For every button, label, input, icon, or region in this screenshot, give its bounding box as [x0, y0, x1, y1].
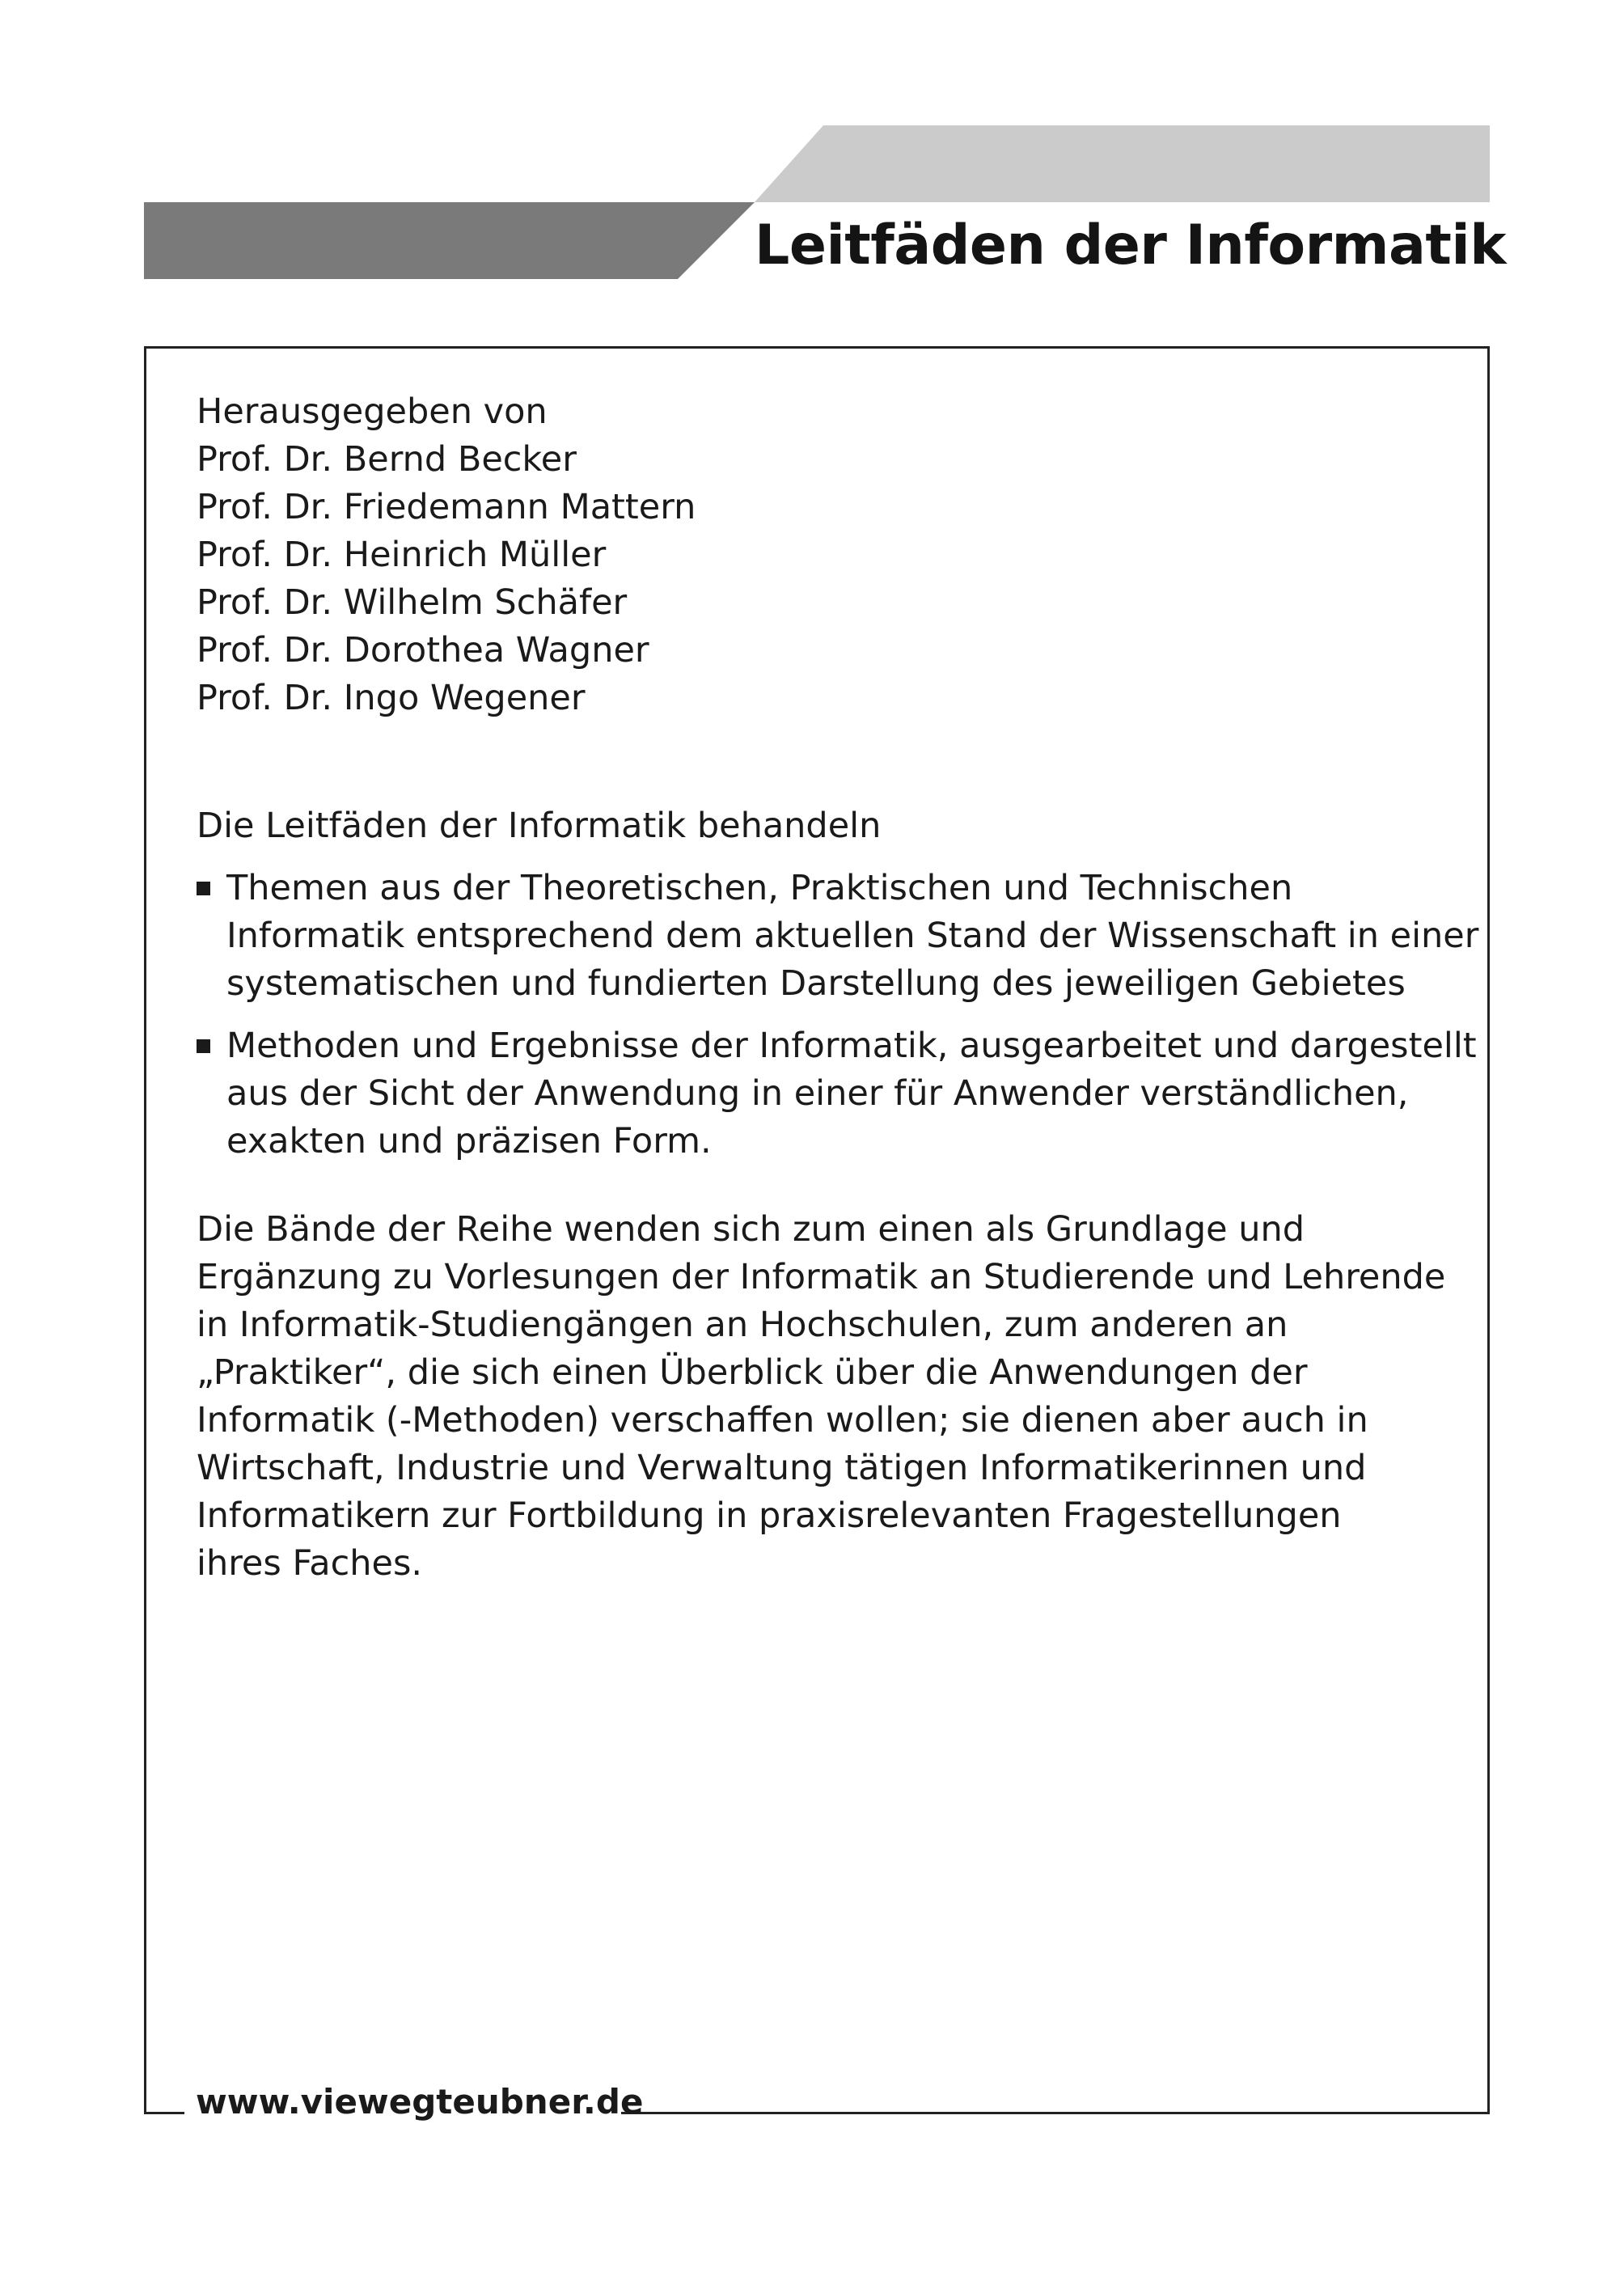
square-bullet-icon — [197, 1039, 210, 1053]
frame-bottom-rule-right — [621, 2112, 1490, 2114]
topics-intro — [197, 802, 1426, 850]
editor-name: Prof. Dr. Heinrich Müller — [197, 535, 607, 575]
paragraph-line: Wirtschaft, Industrie und Verwaltung tätigen Informatikerinnen und — [197, 1448, 1367, 1488]
series-title: Leitfäden der Informatik — [755, 214, 1506, 277]
list-item-line: aus der Sicht der Anwendung in einer für Anwender verständlichen, — [226, 1073, 1409, 1114]
banner-light-band — [755, 125, 1490, 202]
list-item — [197, 865, 1479, 1008]
paragraph-line: Informatik (-Methoden) verschaffen wollen; sie dienen aber auch in — [197, 1400, 1368, 1441]
paragraph-line: Die Bände der Reihe wenden sich zum einen als Grundlage und — [197, 1209, 1305, 1250]
paragraph-line: in Informatik-Studiengängen an Hochschulen, zum anderen an — [197, 1305, 1288, 1345]
description-paragraph — [197, 1206, 1446, 1588]
editor-name: Prof. Dr. Ingo Wegener — [197, 678, 586, 718]
list-item-line: exakten und präzisen Form. — [226, 1121, 712, 1161]
editors-block — [197, 388, 1426, 722]
banner-dark-band — [144, 202, 755, 279]
editor-name: Prof. Dr. Bernd Becker — [197, 439, 577, 480]
paragraph-line: „Praktiker“, die sich einen Überblick über die Anwendungen der — [197, 1352, 1308, 1393]
topics-intro-text: Die Leitfäden der Informatik behandeln — [197, 806, 882, 846]
editors-heading: Herausgegeben von — [197, 391, 548, 432]
content-body — [197, 388, 1479, 1588]
paragraph-line: ihres Faches. — [197, 1543, 423, 1584]
frame-bottom-rule-left — [144, 2112, 184, 2114]
list-item-line: Informatik entsprechend dem aktuellen Stand der Wissenschaft in einer — [226, 916, 1479, 956]
editor-name: Prof. Dr. Dorothea Wagner — [197, 630, 649, 671]
list-item-line: systematischen und fundierten Darstellung des jeweiligen Gebietes — [226, 963, 1406, 1004]
paragraph-line: Informatikern zur Fortbildung in praxisrelevanten Fragestellungen — [197, 1496, 1342, 1536]
editor-name: Prof. Dr. Wilhelm Schäfer — [197, 582, 628, 623]
website-url: www.viewegteubner.de — [196, 2082, 644, 2122]
list-item — [197, 1022, 1477, 1166]
list-item-line: Themen aus der Theoretischen, Praktischen und Technischen — [226, 868, 1293, 908]
square-bullet-icon — [197, 882, 210, 895]
topics-list — [197, 865, 1479, 1166]
paragraph-line: Ergänzung zu Vorlesungen der Informatik an Studierende und Lehrende — [197, 1257, 1446, 1297]
editor-name: Prof. Dr. Friedemann Mattern — [197, 487, 696, 527]
list-item-line: Methoden und Ergebnisse der Informatik, ausgearbeitet und dargestellt — [226, 1026, 1477, 1066]
